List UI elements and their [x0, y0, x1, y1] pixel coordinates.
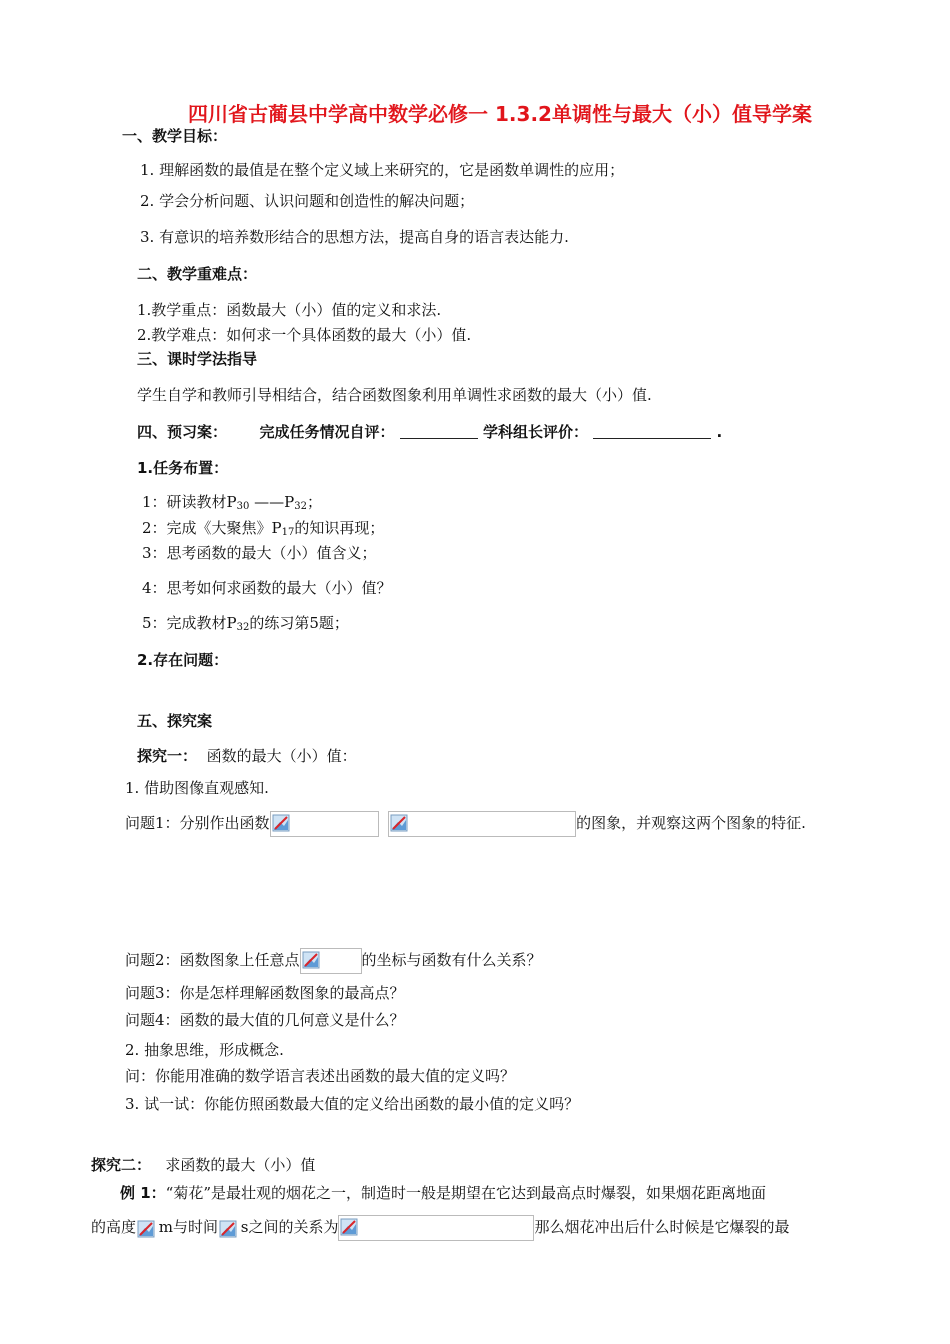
broken-image-icon	[390, 814, 408, 832]
example-1-label: 例 1：	[120, 1184, 166, 1202]
section-5-heading: 五、探究案	[137, 712, 213, 730]
explore-2-label: 探究二：	[91, 1156, 152, 1174]
objective-1: 1. 理解函数的最值是在整个定义域上来研究的，它是函数单调性的应用；	[140, 161, 625, 179]
explore-1	[137, 746, 357, 766]
explore-2-text: 求函数的最大（小）值	[165, 1156, 316, 1174]
question-3: 问题3：你是怎样理解函数图象的最高点？	[125, 984, 405, 1002]
self-eval-blank[interactable]	[400, 423, 478, 439]
difficult-point: 2.教学难点：如何求一个具体函数的最大（小）值.	[137, 326, 472, 344]
formula-image	[388, 811, 576, 837]
broken-image-icon	[272, 814, 290, 832]
broken-image-icon	[340, 1218, 358, 1236]
key-point: 1.教学重点：函数最大（小）值的定义和求法.	[137, 301, 442, 319]
broken-image-icon	[219, 1220, 237, 1238]
formula-image	[270, 811, 379, 837]
section-3-heading: 三、课时学法指导	[137, 350, 258, 368]
objective-2: 2. 学会分析问题、认识问题和创造性的解决问题；	[140, 192, 475, 210]
task-item: 5：完成教材$P_{32}$的练习第5题；	[142, 614, 349, 633]
broken-image-icon	[302, 951, 320, 969]
page-title: 四川省古蔺县中学高中数学必修一 1.3.2单调性与最大（小）值导学案	[188, 102, 812, 126]
question-4: 问题4：函数的最大值的几何意义是什么？	[125, 1011, 405, 1029]
formula-image	[300, 948, 362, 974]
step-3: 3. 试一试：你能仿照函数最大值的定义给出函数的最小值的定义吗？	[125, 1095, 580, 1113]
section-4-heading: 四、预习案：	[137, 423, 228, 441]
example-1-line1: 例 1：“菊花”是最壮观的烟花之一，制造时一般是期望在它达到最高点时爆裂，如果烟花距离地面	[120, 1184, 767, 1202]
objective-3: 3. 有意识的培养数形结合的思想方法，提高自身的语言表达能力.	[140, 228, 569, 246]
explore-1-label: 探究一：	[137, 747, 198, 765]
task-heading: 1.任务布置：	[137, 459, 229, 477]
period: .	[716, 423, 723, 441]
formula-image	[218, 1218, 236, 1238]
broken-image-icon	[137, 1220, 155, 1238]
self-eval-label: 完成任务情况自评：	[259, 423, 395, 441]
formula-image	[338, 1215, 534, 1241]
formula-image	[136, 1218, 154, 1238]
section-2-heading: 二、教学重难点：	[137, 265, 258, 283]
step-1: 1. 借助图像直观感知.	[125, 779, 269, 797]
task-item: 3：思考函数的最大（小）值含义；	[142, 544, 377, 562]
study-method-text: 学生自学和教师引导相结合，结合函数图象利用单调性求函数的最大（小）值.	[137, 386, 652, 404]
section-1-heading: 一、教学目标：	[122, 127, 228, 145]
task-item: 1：研读教材$P_{30}$ $——P_{32}$；	[142, 493, 322, 512]
task-item: 4：思考如何求函数的最大（小）值？	[142, 579, 392, 597]
section-4-row	[137, 422, 722, 442]
leader-eval-blank[interactable]	[593, 423, 711, 439]
problem-heading: 2.存在问题：	[137, 651, 229, 669]
task-item: 2：完成《大聚焦》$P_{17}$的知识再现；	[142, 519, 385, 538]
leader-eval-label: 学科组长评价：	[482, 423, 588, 441]
explore-2	[91, 1155, 315, 1175]
step-2: 2. 抽象思维，形成概念.	[125, 1041, 284, 1059]
question-1: 问题1：分别作出函数 的图象，并观察这两个图象的特征.	[125, 808, 806, 838]
question-2: 问题2：函数图象上任意点 的坐标与函数有什么关系？	[125, 946, 542, 974]
explore-1-text: 函数的最大（小）值：	[206, 747, 357, 765]
example-1-line2: 的高度 m与时间 s之间的关系为 那么烟花冲出后什么时候是它爆裂的最	[91, 1213, 790, 1241]
ask: 问：你能用准确的数学语言表述出函数的最大值的定义吗？	[125, 1067, 516, 1085]
